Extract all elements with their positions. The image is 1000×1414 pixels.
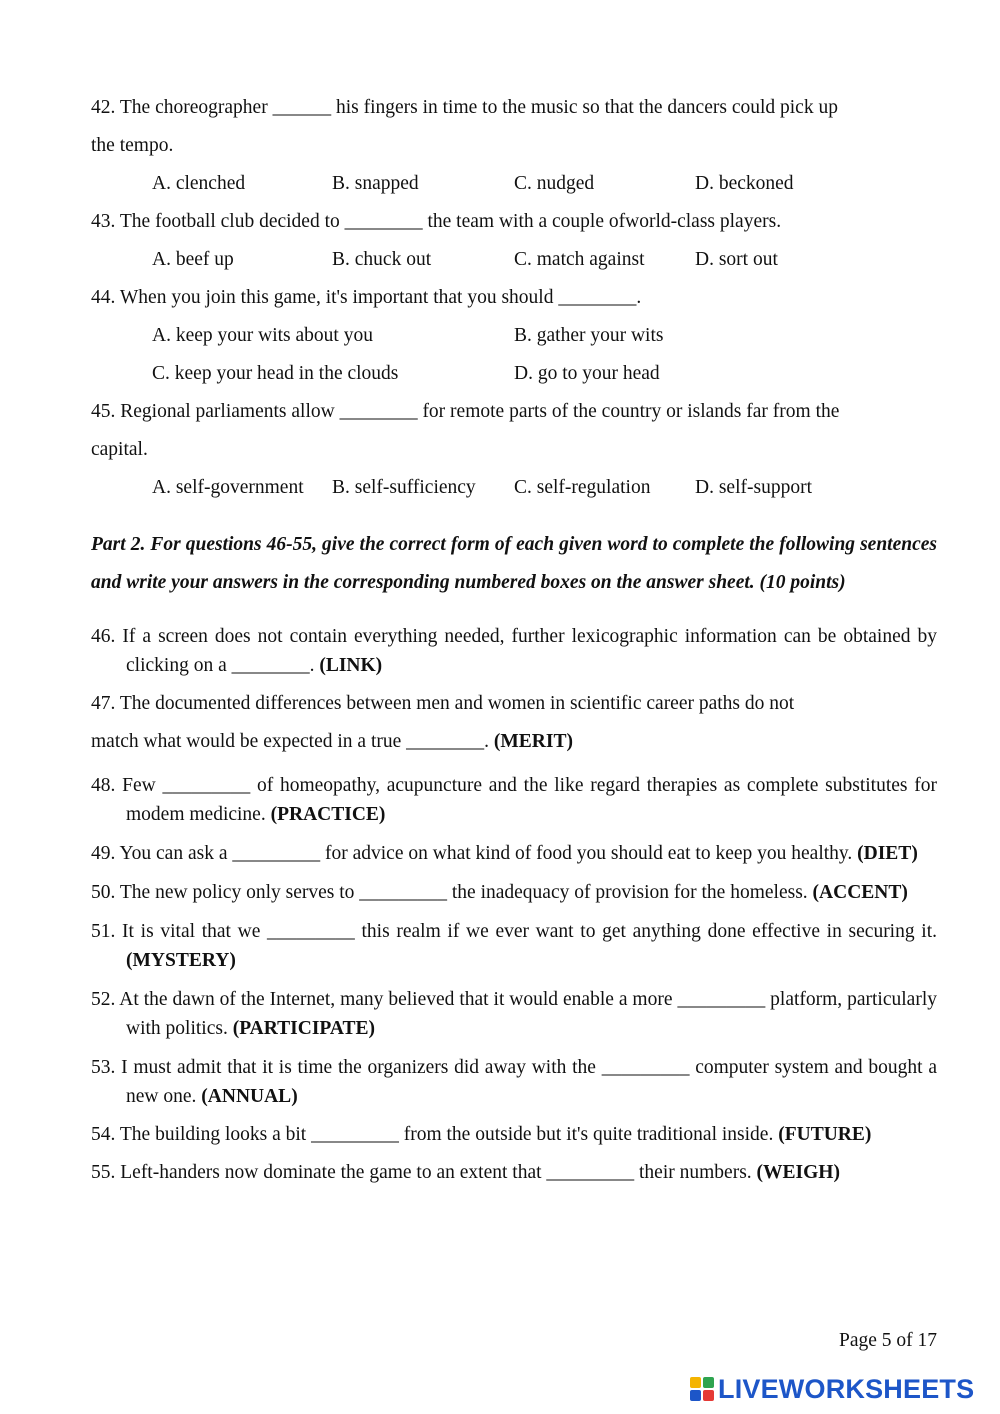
- stem-word: (ANNUAL): [201, 1085, 298, 1107]
- item-text: 48. Few _________ of homeopathy, acupuncture and the like regard therapies as complete substitutes for modem medicine.: [91, 774, 937, 825]
- option-c: C. match against: [514, 249, 645, 270]
- part2-instruction: Part 2. For questions 46-55, give the correct form of each given word to complete the following sentences and write your answers in the corresponding numbered boxes on the answer sheet. (10 points): [91, 534, 937, 593]
- item-text: match what would be expected in a true ________.: [91, 730, 494, 752]
- stem-word: (PRACTICE): [270, 803, 386, 825]
- option-c: C. keep your head in the clouds: [152, 363, 399, 384]
- question-44-options-row2: [91, 355, 937, 393]
- stem-word: (MERIT): [493, 730, 573, 752]
- item-text: 49. You can ask a _________ for advice on what kind of food you should eat to keep you healthy.: [91, 842, 858, 864]
- liveworksheets-logo-icon: [690, 1377, 714, 1401]
- page-number: Page 5 of 17: [838, 1330, 937, 1351]
- question-42-options: [91, 165, 937, 203]
- item-text: 52. At the dawn of the Internet, many believed that it would enable a more _________ platform, particularly with politics.: [91, 988, 937, 1039]
- worksheet-page: [91, 0, 937, 1192]
- question-45-stem-cont: capital.: [91, 439, 148, 460]
- option-a: A. keep your wits about you: [152, 325, 373, 346]
- stem-word: (FUTURE): [778, 1123, 872, 1145]
- item-text: 50. The new policy only serves to _________ the inadequacy of provision for the homeless.: [91, 881, 813, 903]
- option-a: A. clenched: [152, 173, 246, 194]
- option-b: B. snapped: [332, 173, 419, 194]
- liveworksheets-brand[interactable]: [690, 1374, 974, 1404]
- stem-word: (ACCENT): [812, 881, 908, 903]
- question-45-options: [91, 469, 937, 507]
- item-46: [91, 622, 937, 680]
- option-c: C. nudged: [514, 173, 595, 194]
- item-48: [91, 771, 937, 829]
- option-d: D. sort out: [695, 249, 778, 270]
- item-52: [91, 985, 937, 1043]
- stem-word: (DIET): [857, 842, 918, 864]
- item-55: [91, 1154, 937, 1192]
- question-45-stem: 45. Regional parliaments allow ________ for remote parts of the country or islands far from the: [91, 401, 840, 422]
- item-text: 51. It is vital that we _________ this realm if we ever want to get anything done effective in securing it.: [91, 920, 937, 942]
- option-b: B. gather your wits: [514, 325, 664, 346]
- question-42-stem-cont: the tempo.: [91, 135, 174, 156]
- option-a: A. self-government: [152, 477, 304, 498]
- item-text: 55. Left-handers now dominate the game to an extent that _________ their numbers.: [91, 1161, 757, 1183]
- item-text: 53. I must admit that it is time the organizers did away with the _________ computer system and bought a new one.: [91, 1056, 937, 1107]
- item-54: [91, 1116, 937, 1154]
- question-44-stem: 44. When you join this game, it's important that you should ________.: [91, 287, 642, 308]
- option-c: C. self-regulation: [514, 477, 651, 498]
- item-47-line1: 47. The documented differences between men and women in scientific career paths do not: [91, 692, 795, 714]
- item-50: [91, 878, 937, 907]
- stem-word: (LINK): [319, 654, 383, 676]
- brand-name: LIVEWORKSHEETS: [718, 1373, 975, 1404]
- question-44-options-row1: [91, 317, 937, 355]
- item-51: [91, 917, 937, 975]
- item-text: 46. If a screen does not contain everything needed, further lexicographic information can be obtained by clicking on a ________.: [91, 625, 937, 676]
- option-d: D. go to your head: [514, 363, 660, 384]
- item-text: 54. The building looks a bit _________ from the outside but it's quite traditional inside.: [91, 1123, 779, 1145]
- option-a: A. beef up: [152, 249, 234, 270]
- option-b: B. self-sufficiency: [332, 477, 476, 498]
- stem-word: (PARTICIPATE): [232, 1017, 376, 1039]
- option-b: B. chuck out: [332, 249, 432, 270]
- item-47-line2: [91, 723, 937, 761]
- item-49: [91, 839, 937, 868]
- stem-word: (WEIGH): [756, 1161, 840, 1183]
- question-43-stem: 43. The football club decided to ________ the team with a couple ofworld-class players.: [91, 211, 782, 232]
- question-43-options: [91, 241, 937, 279]
- item-53: [91, 1053, 937, 1111]
- question-42-stem: 42. The choreographer ______ his fingers in time to the music so that the dancers could pick up: [91, 97, 838, 118]
- option-d: D. self-support: [695, 477, 812, 498]
- option-d: D. beckoned: [695, 173, 794, 194]
- stem-word: (MYSTERY): [126, 949, 236, 971]
